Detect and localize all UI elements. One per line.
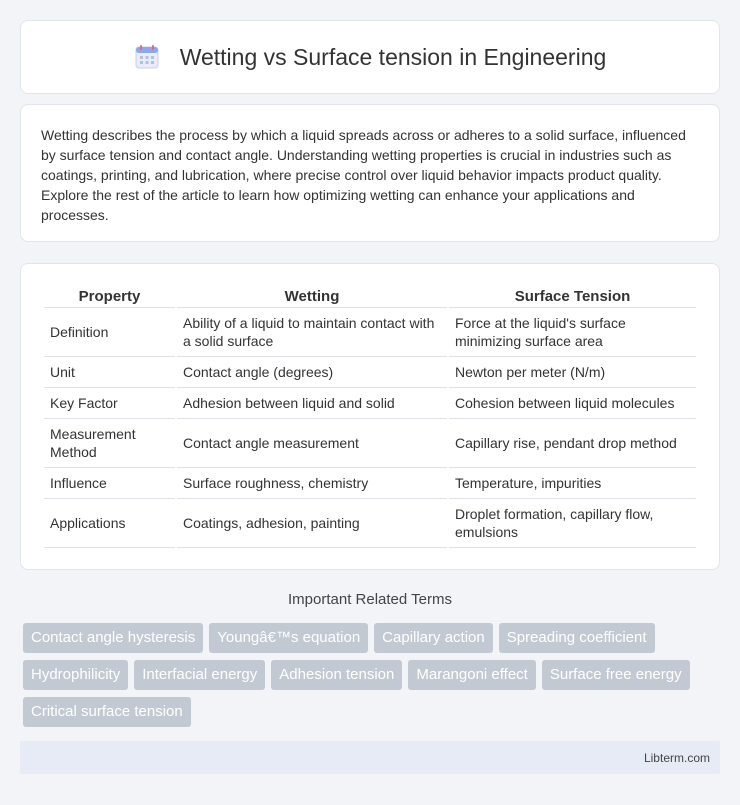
table-row <box>44 388 696 419</box>
table-cell: Unit <box>44 357 175 388</box>
related-term-tag[interactable]: Spreading coefficient <box>499 623 655 653</box>
table-row <box>44 468 696 499</box>
table-cell: Contact angle (degrees) <box>177 357 447 388</box>
table-cell: Ability of a liquid to maintain contact with a solid surface <box>177 308 447 357</box>
table-cell: Applications <box>44 499 175 548</box>
related-term-tag[interactable]: Critical surface tension <box>23 697 191 727</box>
table-row <box>44 357 696 388</box>
related-term-tag[interactable]: Interfacial energy <box>134 660 265 690</box>
comparison-table-card <box>20 263 720 570</box>
related-term-tag[interactable]: Capillary action <box>374 623 493 653</box>
table-cell: Definition <box>44 308 175 357</box>
table-cell: Cohesion between liquid molecules <box>449 388 696 419</box>
related-term-tag[interactable]: Marangoni effect <box>408 660 535 690</box>
table-cell: Contact angle measurement <box>177 419 447 468</box>
related-term-tag[interactable]: Youngâ€™s equation <box>209 623 368 653</box>
header-surface-tension: Surface Tension <box>449 284 696 308</box>
table-cell: Key Factor <box>44 388 175 419</box>
table-row <box>44 308 696 357</box>
table-cell: Coatings, adhesion, painting <box>177 499 447 548</box>
related-term-tag[interactable]: Contact angle hysteresis <box>23 623 203 653</box>
table-cell: Capillary rise, pendant drop method <box>449 419 696 468</box>
comparison-table <box>42 284 698 548</box>
related-terms-title: Important Related Terms <box>288 591 452 608</box>
related-term-tag[interactable]: Surface free energy <box>542 660 690 690</box>
table-cell: Newton per meter (N/m) <box>449 357 696 388</box>
footer-site-link[interactable]: Libterm.com <box>643 750 710 765</box>
table-cell: Measurement Method <box>44 419 175 468</box>
related-terms-list <box>23 623 713 727</box>
header-wetting: Wetting <box>177 284 447 308</box>
table-cell: Droplet formation, capillary flow, emulsions <box>449 499 696 548</box>
related-term-tag[interactable]: Adhesion tension <box>271 660 402 690</box>
intro-card <box>20 104 720 242</box>
header-property: Property <box>44 284 175 308</box>
footer <box>20 741 720 774</box>
calendar-icon <box>134 44 160 70</box>
table-row <box>44 419 696 468</box>
related-term-tag[interactable]: Hydrophilicity <box>23 660 128 690</box>
page-title: Wetting vs Surface tension in Engineering <box>179 43 607 70</box>
table-cell: Force at the liquid's surface minimizing surface area <box>449 308 696 357</box>
header-card <box>20 20 720 94</box>
table-row <box>44 499 696 548</box>
table-cell: Influence <box>44 468 175 499</box>
table-cell: Adhesion between liquid and solid <box>177 388 447 419</box>
table-cell: Surface roughness, chemistry <box>177 468 447 499</box>
table-cell: Temperature, impurities <box>449 468 696 499</box>
intro-text: Wetting describes the process by which a liquid spreads across or adheres to a solid surface, influenced by surface tension and contact angle. Understanding wetting properties is crucial in industries such as coatings, printing, and lubrication, where precise control over liquid behavior impacts product quality. Explore the rest of the article to learn how optimizing wetting can enhance your applications and processes. <box>41 127 686 223</box>
